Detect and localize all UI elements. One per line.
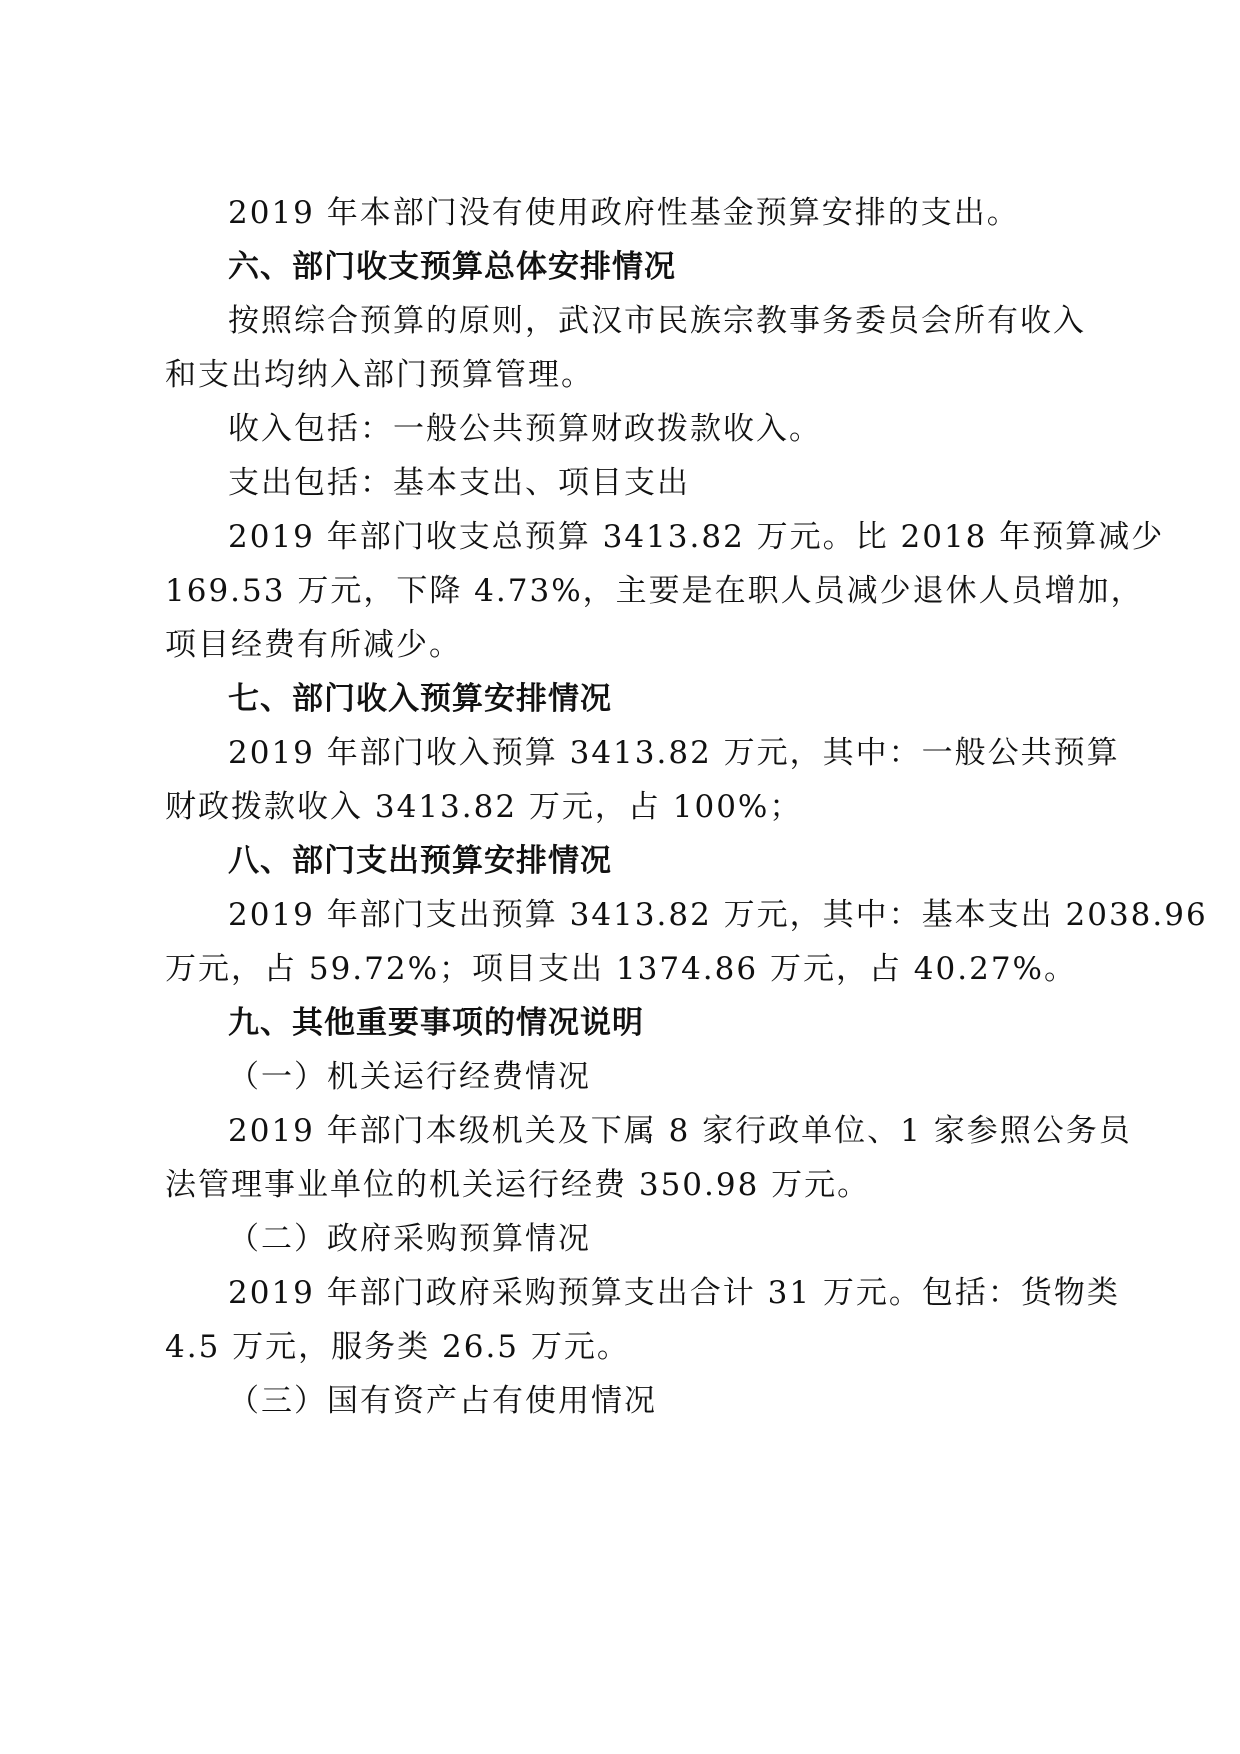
section-heading-9: 九、其他重要事项的情况说明 — [228, 1005, 644, 1041]
subsection-heading-3: （三）国有资产占有使用情况 — [228, 1383, 657, 1419]
paragraph-line: 2019 年部门支出预算 3413.82 万元，其中：基本支出 2038.96 — [228, 897, 1208, 933]
paragraph-line: 法管理事业单位的机关运行经费 350.98 万元。 — [165, 1167, 871, 1203]
paragraph-line: 2019 年部门政府采购预算支出合计 31 万元。包括：货物类 — [228, 1275, 1120, 1311]
paragraph-line: 2019 年部门本级机关及下属 8 家行政单位、1 家参照公务员 — [228, 1113, 1132, 1149]
paragraph-line: 万元，占 59.72%；项目支出 1374.86 万元，占 40.27%。 — [165, 951, 1078, 987]
paragraph-line: 项目经费有所减少。 — [165, 627, 462, 663]
paragraph-line: 和支出均纳入部门预算管理。 — [165, 357, 594, 393]
section-heading-8: 八、部门支出预算安排情况 — [228, 843, 612, 879]
paragraph-line: 2019 年本部门没有使用政府性基金预算安排的支出。 — [228, 195, 1020, 231]
paragraph-line: 2019 年部门收支总预算 3413.82 万元。比 2018 年预算减少 — [228, 519, 1165, 555]
paragraph-line: 169.53 万元，下降 4.73%，主要是在职人员减少退休人员增加， — [165, 573, 1144, 609]
paragraph-line: 4.5 万元，服务类 26.5 万元。 — [165, 1329, 630, 1365]
paragraph-line: 支出包括：基本支出、项目支出 — [228, 465, 690, 501]
section-heading-7: 七、部门收入预算安排情况 — [228, 681, 612, 717]
section-heading-6: 六、部门收支预算总体安排情况 — [228, 249, 676, 285]
paragraph-line: 收入包括：一般公共预算财政拨款收入。 — [228, 411, 822, 447]
paragraph-line: 2019 年部门收入预算 3413.82 万元，其中：一般公共预算 — [228, 735, 1120, 771]
paragraph-line: 财政拨款收入 3413.82 万元，占 100%； — [165, 789, 803, 825]
paragraph-line: 按照综合预算的原则，武汉市民族宗教事务委员会所有收入 — [228, 303, 1086, 339]
subsection-heading-1: （一）机关运行经费情况 — [228, 1059, 591, 1095]
subsection-heading-2: （二）政府采购预算情况 — [228, 1221, 591, 1257]
